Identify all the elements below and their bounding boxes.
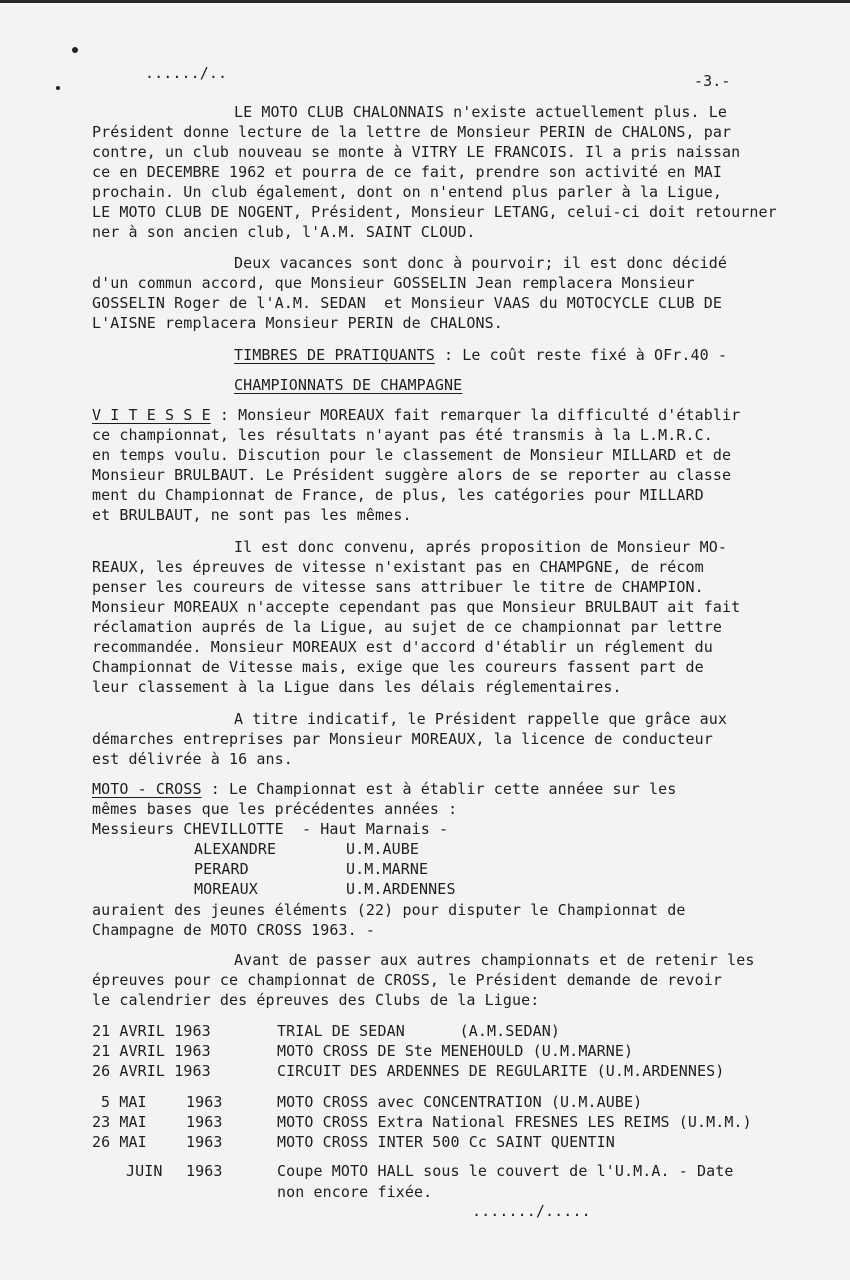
text-line: Il est donc convenu, aprés proposition de Monsieur MO- xyxy=(234,538,728,556)
rider-name: ALEXANDRE xyxy=(194,840,277,858)
calendar-event: MOTO CROSS Extra National FRESNES LES REIMS (U.M.M.) xyxy=(277,1113,752,1131)
motocross-heading: MOTO - CROSS xyxy=(92,780,202,798)
championnats-heading: CHAMPIONNATS DE CHAMPAGNE xyxy=(234,376,463,394)
text-line: A titre indicatif, le Président rappelle que grâce aux xyxy=(234,710,728,728)
text-line: ner à son ancien club, l'A.M. SAINT CLOUD. xyxy=(92,223,476,241)
rider-club: U.M.MARNE xyxy=(346,860,429,878)
calendar-date: 26 MAI xyxy=(92,1133,147,1151)
calendar-date: 26 AVRIL 1963 xyxy=(92,1062,211,1080)
text-line: prochain. Un club également, dont on n'entend plus parler à la Ligue, xyxy=(92,183,723,201)
calendar-date: 23 MAI xyxy=(92,1113,147,1131)
text-line: ce championnat, les résultats n'ayant pas été transmis à la L.M.R.C. xyxy=(92,426,713,444)
rider-name: PERARD xyxy=(194,860,249,878)
text-line: auraient des jeunes éléments (22) pour disputer le Championnat de xyxy=(92,901,686,919)
calendar-date: 5 MAI xyxy=(101,1093,147,1111)
rider-club: U.M.AUBE xyxy=(346,840,420,858)
text-line: réclamation auprés de la Ligue, au sujet de ce championnat par lettre xyxy=(92,618,723,636)
rider-club: U.M.ARDENNES xyxy=(346,880,456,898)
text-line: L'AISNE remplacera Monsieur PERIN de CHALONS. xyxy=(92,314,503,332)
text-line: démarches entreprises par Monsieur MOREAUX, la licence de conducteur xyxy=(92,730,713,748)
text-line: Championnat de Vitesse mais, exige que les coureurs fassent part de xyxy=(92,658,704,676)
motocross-line xyxy=(92,779,676,799)
calendar-year: 1963 xyxy=(186,1133,223,1151)
text-line: recommandée. Monsieur MOREAUX est d'accord d'établir un réglement du xyxy=(92,638,713,656)
header-continuation: ....../.. xyxy=(145,64,228,82)
motocross-text: : Le Championnat est à établir cette annéee sur les xyxy=(201,780,677,798)
footer-continuation: ......./..... xyxy=(472,1202,591,1220)
calendar-event: Coupe MOTO HALL sous le couvert de l'U.M.A. - Date xyxy=(277,1162,734,1180)
vitesse-text: : Monsieur MOREAUX fait remarquer la difficulté d'établir xyxy=(210,406,741,424)
calendar-date: 21 AVRIL 1963 xyxy=(92,1022,211,1040)
calendar-year: 1963 xyxy=(186,1162,223,1180)
vitesse-heading: V I T E S S E xyxy=(92,406,211,424)
text-line: penser les coureurs de vitesse sans attribuer le titre de CHAMPION. xyxy=(92,578,704,596)
text-line: LE MOTO CLUB CHALONNAIS n'existe actuellement plus. Le xyxy=(234,103,728,121)
text-line: et BRULBAUT, ne sont pas les mêmes. xyxy=(92,506,412,524)
text-line: contre, un club nouveau se monte à VITRY LE FRANCOIS. Il a pris naissan xyxy=(92,143,741,161)
text-line: Champagne de MOTO CROSS 1963. - xyxy=(92,921,376,939)
vitesse-line xyxy=(92,405,740,425)
calendar-event: MOTO CROSS INTER 500 Cc SAINT QUENTIN xyxy=(277,1133,615,1151)
text-line: Monsieur MOREAUX n'accepte cependant pas que Monsieur BRULBAUT ait fait xyxy=(92,598,741,616)
text-line: ce en DECEMBRE 1962 et pourra de ce fait, prendre son activité en MAI xyxy=(92,163,723,181)
timbres-text: : Le coût reste fixé à OFr.40 - xyxy=(434,346,728,364)
text-line: d'un commun accord, que Monsieur GOSSELIN Jean remplacera Monsieur xyxy=(92,274,695,292)
calendar-date: JUIN xyxy=(126,1162,163,1180)
page-number: -3.- xyxy=(694,72,731,90)
text-line: REAUX, les épreuves de vitesse n'existant pas en CHAMPGNE, de récom xyxy=(92,558,704,576)
text-line: leur classement à la Ligue dans les délais réglementaires. xyxy=(92,678,622,696)
calendar-event: MOTO CROSS avec CONCENTRATION (U.M.AUBE) xyxy=(277,1093,643,1111)
text-line: le calendrier des épreuves des Clubs de la Ligue: xyxy=(92,991,540,1009)
calendar-event-continuation: non encore fixée. xyxy=(277,1183,433,1201)
text-line: Avant de passer aux autres championnats et de retenir les xyxy=(234,951,755,969)
calendar-event: MOTO CROSS DE Ste MENEHOULD (U.M.MARNE) xyxy=(277,1042,634,1060)
text-line: en temps voulu. Discution pour le classement de Monsieur MILLARD et de xyxy=(92,446,732,464)
timbres-line xyxy=(234,345,727,365)
text-line: mêmes bases que les précédentes années : xyxy=(92,800,458,818)
calendar-year: 1963 xyxy=(186,1113,223,1131)
punch-mark xyxy=(72,47,78,53)
text-line: GOSSELIN Roger de l'A.M. SEDAN et Monsieur VAAS du MOTOCYCLE CLUB DE xyxy=(92,294,723,312)
text-line: Deux vacances sont donc à pourvoir; il est donc décidé xyxy=(234,254,728,272)
text-line: Messieurs CHEVILLOTTE - Haut Marnais - xyxy=(92,820,449,838)
text-line: LE MOTO CLUB DE NOGENT, Président, Monsieur LETANG, celui-ci doit retourner xyxy=(92,203,777,221)
timbres-heading: TIMBRES DE PRATIQUANTS xyxy=(234,346,435,364)
text-line: ment du Championnat de France, de plus, les catégories pour MILLARD xyxy=(92,486,704,504)
calendar-event: CIRCUIT DES ARDENNES DE REGULARITE (U.M.ARDENNES) xyxy=(277,1062,725,1080)
text-line: épreuves pour ce championnat de CROSS, le Président demande de revoir xyxy=(92,971,723,989)
text-line: est délivrée à 16 ans. xyxy=(92,750,293,768)
text-line: Monsieur BRULBAUT. Le Président suggère alors de se reporter au classe xyxy=(92,466,732,484)
rider-name: MOREAUX xyxy=(194,880,258,898)
calendar-year: 1963 xyxy=(186,1093,223,1111)
calendar-date: 21 AVRIL 1963 xyxy=(92,1042,211,1060)
text-line: Président donne lecture de la lettre de Monsieur PERIN de CHALONS, par xyxy=(92,123,732,141)
calendar-event: TRIAL DE SEDAN (A.M.SEDAN) xyxy=(277,1022,561,1040)
punch-mark xyxy=(56,86,60,90)
